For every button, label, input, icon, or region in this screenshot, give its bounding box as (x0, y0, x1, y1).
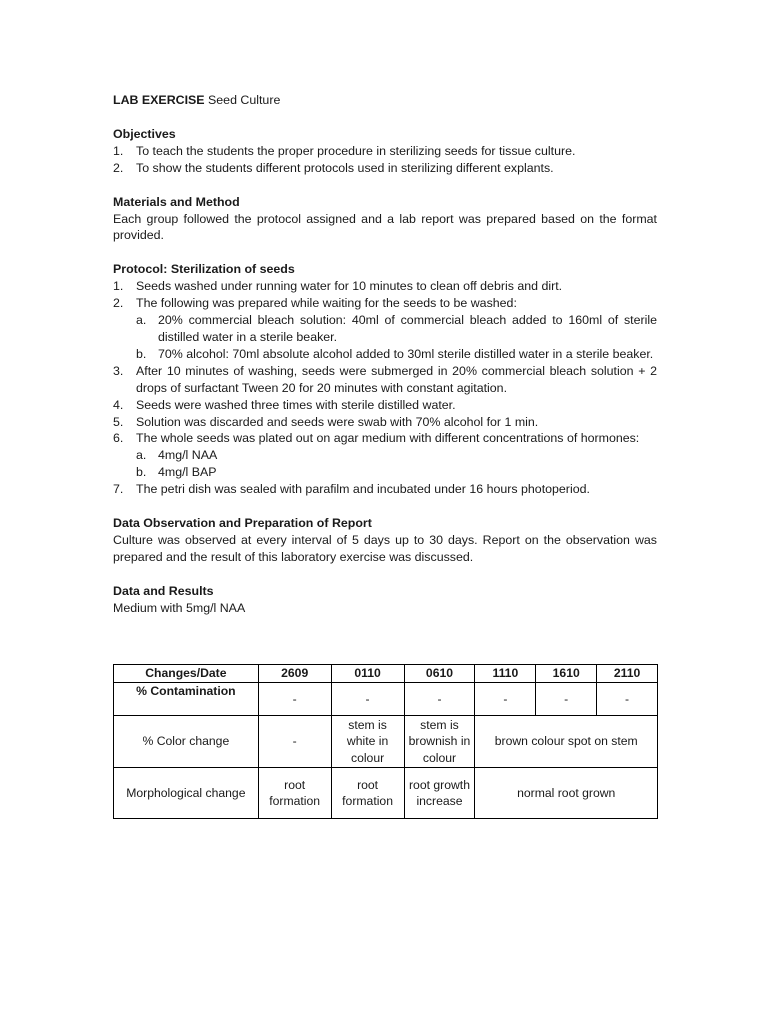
table-cell: 1610 (536, 665, 597, 683)
protocol-step: 4. Seeds were washed three times with sterile distilled water. (113, 397, 456, 412)
table-cell: - (258, 683, 331, 716)
table-cell: 2110 (597, 665, 658, 683)
table-cell: 0610 (404, 665, 475, 683)
observation-text: Culture was observed at every interval of 5 days up to 30 days. Report on the observation was prepared and the result of this laboratory exercise was discussed. (113, 532, 657, 564)
protocol-step: 7. The petri dish was sealed with parafilm and incubated under 16 hours photoperiod. (113, 482, 590, 497)
table-cell: - (258, 716, 331, 768)
objective-item: 1. To teach the students the proper procedure in sterilizing seeds for tissue culture. (113, 143, 576, 158)
objective-item: 2. To show the students different protocols used in sterilizing different explants. (113, 160, 554, 175)
table-cell: - (536, 683, 597, 716)
table-cell: Changes/Date (114, 665, 259, 683)
objectives-heading: Objectives (113, 126, 176, 141)
table-cell: - (597, 683, 658, 716)
protocol-substep: b. 70% alcohol: 70ml absolute alcohol added to 30ml sterile distilled water in a sterile beaker. (136, 346, 654, 361)
materials-heading: Materials and Method (113, 194, 240, 209)
protocol-step: 3. After 10 minutes of washing, seeds were submerged in 20% commercial bleach solution + 2 drops of surfactant Tween 20 for 20 minutes with constant agitation. (113, 363, 657, 395)
materials-text: Each group followed the protocol assigned and a lab report was prepared based on the format provided. (113, 211, 657, 243)
table-cell: stem is white in colour (331, 716, 404, 768)
table-cell: brown colour spot on stem (475, 716, 658, 768)
table-cell: % Color change (114, 716, 259, 768)
table-cell: 2609 (258, 665, 331, 683)
table-row (114, 768, 658, 819)
protocol-step: 1. Seeds washed under running water for 10 minutes to clean off debris and dirt. (113, 279, 563, 294)
results-heading: Data and Results (113, 583, 214, 598)
table-cell: root formation (258, 768, 331, 819)
document-title: LAB EXERCISE Seed Culture (113, 93, 281, 107)
table-header-row (114, 665, 658, 683)
table-cell: root formation (331, 768, 404, 819)
document-body (113, 92, 657, 617)
medium-label: Medium with 5mg/l NAA (113, 600, 246, 615)
table-cell: - (331, 683, 404, 716)
protocol-step: 2. The following was prepared while waiting for the seeds to be washed: (113, 296, 517, 311)
table-cell: root growth increase (404, 768, 475, 819)
table-cell: % Contamination (114, 683, 259, 716)
table-cell: 0110 (331, 665, 404, 683)
table-cell: - (475, 683, 536, 716)
protocol-step: 5. Solution was discarded and seeds were swab with 70% alcohol for 1 min. (113, 414, 539, 429)
observation-heading: Data Observation and Preparation of Report (113, 516, 372, 531)
protocol-substep: b. 4mg/l BAP (136, 465, 217, 480)
protocol-heading: Protocol: Sterilization of seeds (113, 262, 295, 277)
table-row (114, 683, 658, 716)
results-table (113, 664, 658, 819)
table-cell: Morphological change (114, 768, 259, 819)
table-cell: normal root grown (475, 768, 658, 819)
table-cell: stem is brownish in colour (404, 716, 475, 768)
table-cell: 1110 (475, 665, 536, 683)
table-row (114, 716, 658, 768)
protocol-substep: a. 4mg/l NAA (136, 448, 218, 463)
protocol-substep: a. 20% commercial bleach solution: 40ml of commercial bleach added to 160ml of sterile distilled water in a sterile beaker. (136, 313, 657, 344)
table-cell: - (404, 683, 475, 716)
protocol-step: 6. The whole seeds was plated out on agar medium with different concentrations of hormones: (113, 431, 640, 446)
